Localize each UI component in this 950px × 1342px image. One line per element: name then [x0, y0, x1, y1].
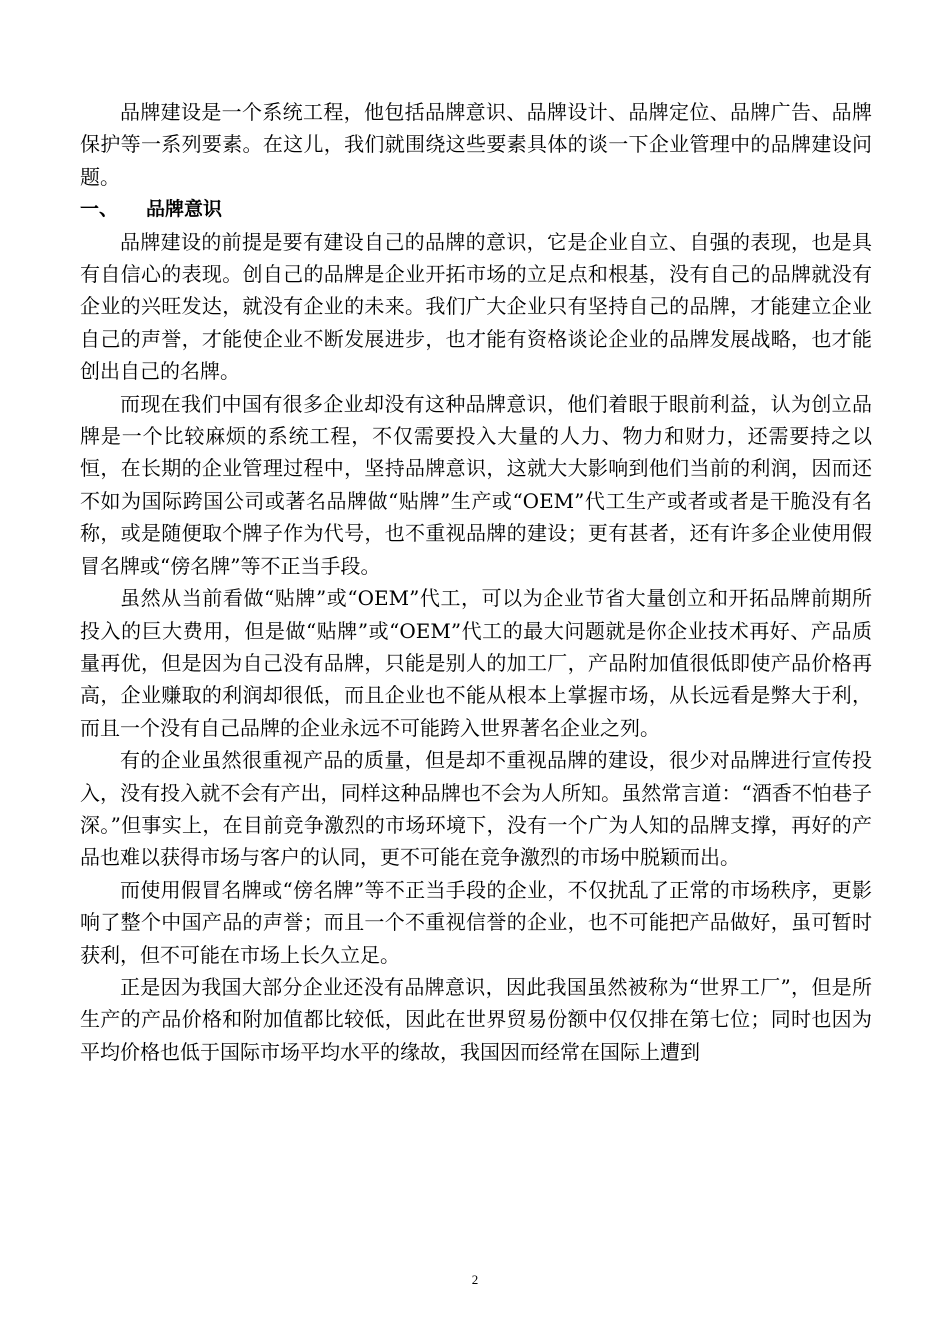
section-title: 品牌意识 — [146, 198, 223, 221]
body-paragraph: 有的企业虽然很重视产品的质量，但是却不重视品牌的建设，很少对品牌进行宣传投入，没有投入就不会有产出，同样这种品牌也不会为人所知。虽然常言道：“酒香不怕巷子深。”但事实上，在目前竞争激烈的市场环境下，没有一个广为人知的品牌支撑，再好的产品也难以获得市场与客户的认同，更不可能在竞争激烈的市场中脱颖而出。 — [80, 748, 872, 870]
intro-paragraph: 品牌建设是一个系统工程，他包括品牌意识、品牌设计、品牌定位、品牌广告、品牌保护等一系列要素。在这儿，我们就围绕这些要素具体的谈一下企业管理中的品牌建设问题。 — [80, 100, 872, 189]
section-heading — [80, 193, 872, 225]
body-paragraph: 而现在我们中国有很多企业却没有这种品牌意识，他们着眼于眼前利益，认为创立品牌是一个比较麻烦的系统工程，不仅需要投入大量的人力、物力和财力，还需要持之以恒，在长期的企业管理过程中，坚持品牌意识，这就大大影响到他们当前的利润，因而还不如为国际跨国公司或著名品牌做“贴牌”生产或“OEM”代工生产或者或者是干脆没有名称，或是随便取个牌子作为代号，也不重视品牌的建设；更有甚者，还有许多企业使用假冒名牌或“傍名牌”等不正当手段。 — [80, 391, 872, 578]
body-paragraph: 而使用假冒名牌或“傍名牌”等不正当手段的企业，不仅扰乱了正常的市场秩序，更影响了整个中国产品的声誉；而且一个不重视信誉的企业，也不可能把产品做好，虽可暂时获利，但不可能在市场上长久立足。 — [80, 877, 872, 967]
page-number: 2 — [471, 1272, 479, 1287]
body-paragraph: 虽然从当前看做“贴牌”或“OEM”代工，可以为企业节省大量创立和开拓品牌前期所投入的巨大费用，但是做“贴牌”或“OEM”代工的最大问题就是你企业技术再好、产品质量再优，但是因为自己没有品牌，只能是别人的加工厂，产品附加值很低即使产品价格再高，企业赚取的利润却很低，而且企业也不能从根本上掌握市场，从长远看是弊大于利，而且一个没有自己品牌的企业永远不可能跨入世界著名企业之列。 — [80, 586, 872, 740]
body-paragraph: 正是因为我国大部分企业还没有品牌意识，因此我国虽然被称为“世界工厂”，但是所生产的产品价格和附加值都比较低，因此在世界贸易份额中仅仅排在第七位；同时也因为平均价格也低于国际市场平均水平的缘故，我国因而经常在国际上遭到 — [80, 974, 872, 1064]
section-number: 一、 — [80, 198, 119, 221]
body-paragraph: 品牌建设的前提是要有建设自己的品牌的意识，它是企业自立、自强的表现，也是具有自信心的表现。创自己的品牌是企业开拓市场的立足点和根基，没有自己的品牌就没有企业的兴旺发达，就没有企业的未来。我们广大企业只有坚持自己的品牌，才能建立企业自己的声誉，才能使企业不断发展进步，也才能有资格谈论企业的品牌发展战略，也才能创出自己的名牌。 — [80, 229, 872, 384]
document-body — [80, 96, 872, 1068]
